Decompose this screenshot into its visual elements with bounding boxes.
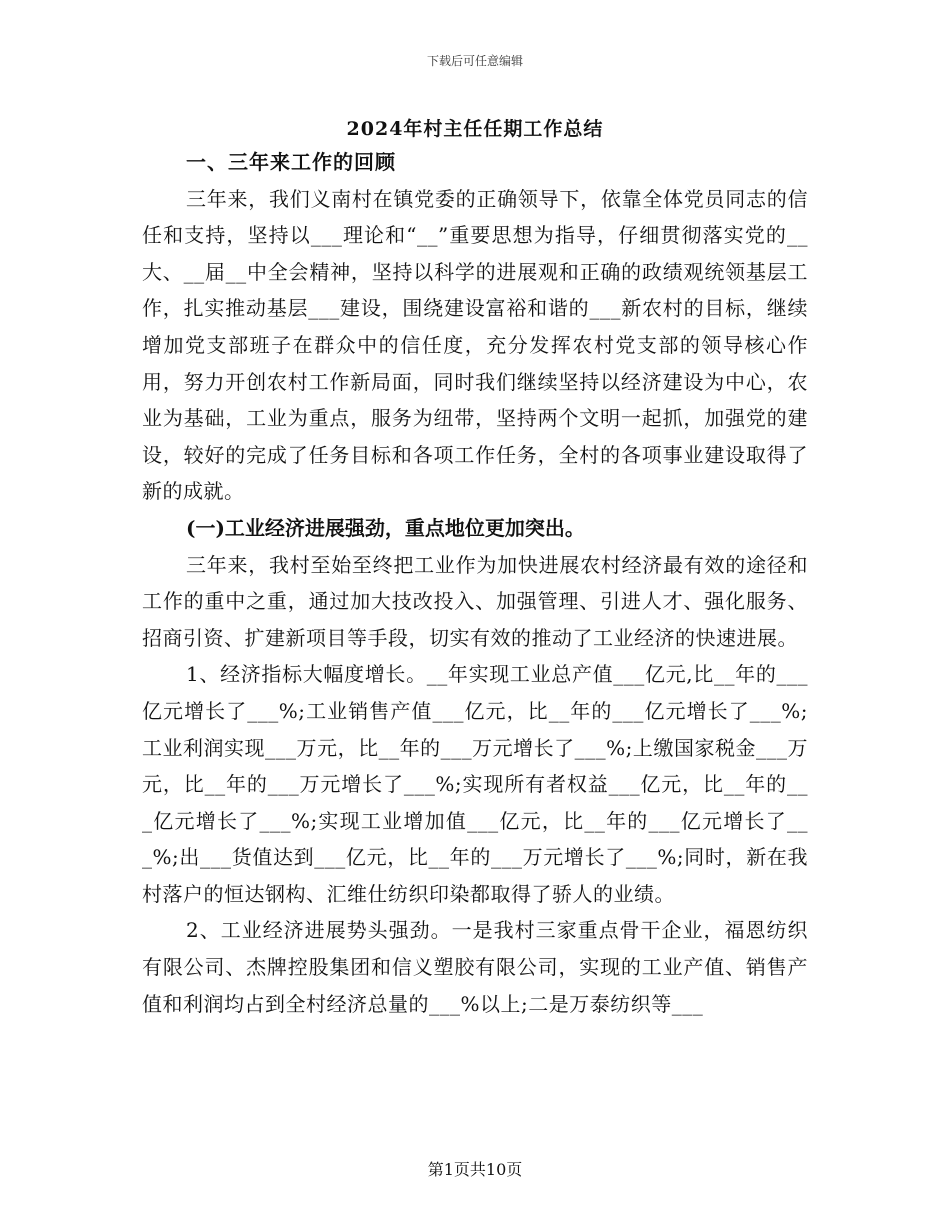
document-body — [142, 144, 808, 1022]
paragraph: 2、工业经济进展势头强劲。一是我村三家重点骨干企业，福恩纺织有限公司、杰牌控股集团和信义塑胶有限公司，实现的工业产值、销售产值和利润均占到全村经济总量的___%以上;二是万泰纺织等___ — [142, 918, 808, 1016]
subsection-heading: (一)工业经济进展强劲，重点地位更加突出。 — [186, 515, 585, 540]
paragraph: 三年来，我们义南村在镇党委的正确领导下，依靠全体党员同志的信任和支持，坚持以___理论和“__”重要思想为指导，仔细贯彻落实党的__大、__届__中全会精神，坚持以科学的进展观和正确的政绩观统领基层工作，扎实推动基层___建设，围绕建设富裕和谐的___新农村的目标，继续增加党支部班子在群众中的信任度，充分发挥农村党支部的领导核心作用，努力开创农村工作新局面，同时我们继续坚持以经济建设为中心，农业为基础，工业为重点，服务为纽带，坚持两个文明一起抓，加强党的建设，较好的完成了任务目标和各项工作任务，全村的各项事业建设取得了新的成就。 — [142, 186, 808, 504]
paragraph: 1、经济指标大幅度增长。__年实现工业总产值___亿元,比__年的___亿元增长了___%;工业销售产值___亿元，比__年的___亿元增长了___%;工业利润实现___万元，比__年的___万元增长了___%;上缴国家税金___万元，比__年的___万元增长了___%;实现所有者权益___亿元，比__年的___亿元增长了___%;实现工业增加值___亿元，比__年的___亿元增长了___%;出___货值达到___亿元，比__年的___万元增长了___%;同时，新在我村落户的恒达钢构、汇维仕纺织印染都取得了骄人的业绩。 — [142, 662, 808, 906]
section-heading: 一、三年来工作的回顾 — [186, 150, 396, 174]
header-note: 下载后可任意编辑 — [426, 54, 523, 68]
paragraph: 三年来，我村至始至终把工业作为加快进展农村经济最有效的途径和工作的重中之重，通过加大技改投入、加强管理、引进人才、强化服务、招商引资、扩建新项目等手段，切实有效的推动了工业经济的快速进展。 — [142, 552, 808, 650]
page-footer: 第1页共10页 — [427, 1160, 523, 1179]
document-title: 2024年村主任任期工作总结 — [346, 118, 604, 140]
